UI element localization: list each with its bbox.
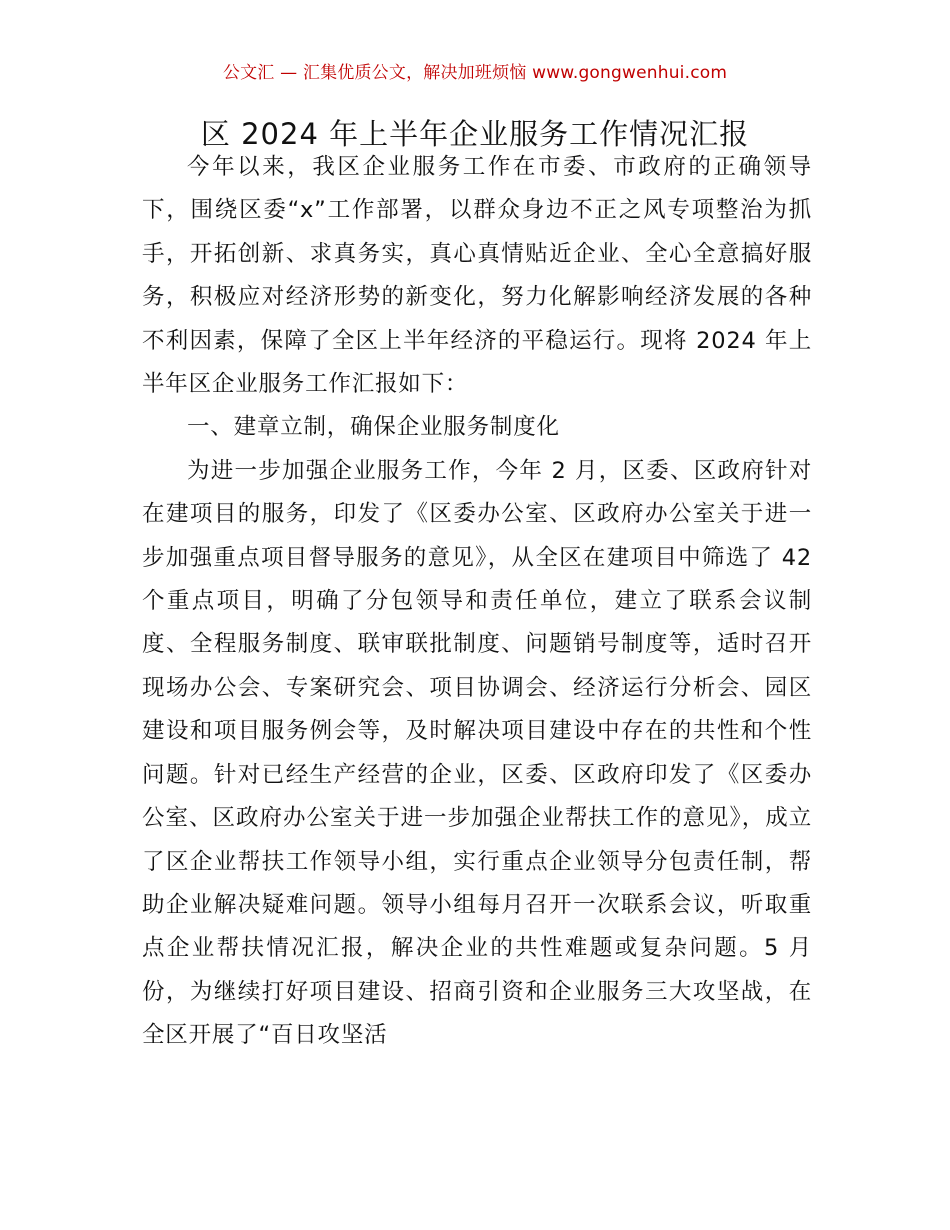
document-title: 区 2024 年上半年企业服务工作情况汇报 <box>200 117 750 151</box>
header-banner: 公文汇 — 汇集优质公文，解决加班烦恼 www.gongwenhui.com <box>222 63 728 83</box>
paragraph-section-1: 为进一步加强企业服务工作，今年 2 月，区委、区政府针对在建项目的服务，印发了《区委办公室、区政府办公室关于进一步加强重点项目督导服务的意见》，从全区在建项目中筛选了 42 个重点项目，明确了分包领导和责任单位，建立了联系会议制度、全程服务制度、联审联批制度、问题销号制度等，适时召开现场办公会、专案研究会、项目协调会、经济运行分析会、园区建设和项目服务例会等，及时解决项目建设中存在的共性和个性问题。针对已经生产经营的企业，区委、区政府印发了《区委办公室、区政府办公室关于进一步加强企业帮扶工作的意见》，成立了区企业帮扶工作领导小组，实行重点企业领导分包责任制，帮助企业解决疑难问题。领导小组每月召开一次联系会议，听取重点企业帮扶情况汇报，解决企业的共性难题或复杂问题。5 月份，为继续打好项目建设、招商引资和企业服务三大攻坚战，在全区开展了“百日攻坚活 <box>142 457 812 1049</box>
section-heading-1: 一、建章立制，确保企业服务制度化 <box>187 414 560 441</box>
paragraph-intro: 今年以来，我区企业服务工作在市委、市政府的正确领导下，围绕区委“x”工作部署，以群众身边不正之风专项整治为抓手，开拓创新、求真务实，真心真情贴近企业、全心全意搞好服务，积极应对经济形势的新变化，努力化解影响经济发展的各种不利因素，保障了全区上半年经济的平稳运行。现将 2024 年上半年区企业服务工作汇报如下： <box>142 154 812 398</box>
document-body <box>142 146 812 1058</box>
